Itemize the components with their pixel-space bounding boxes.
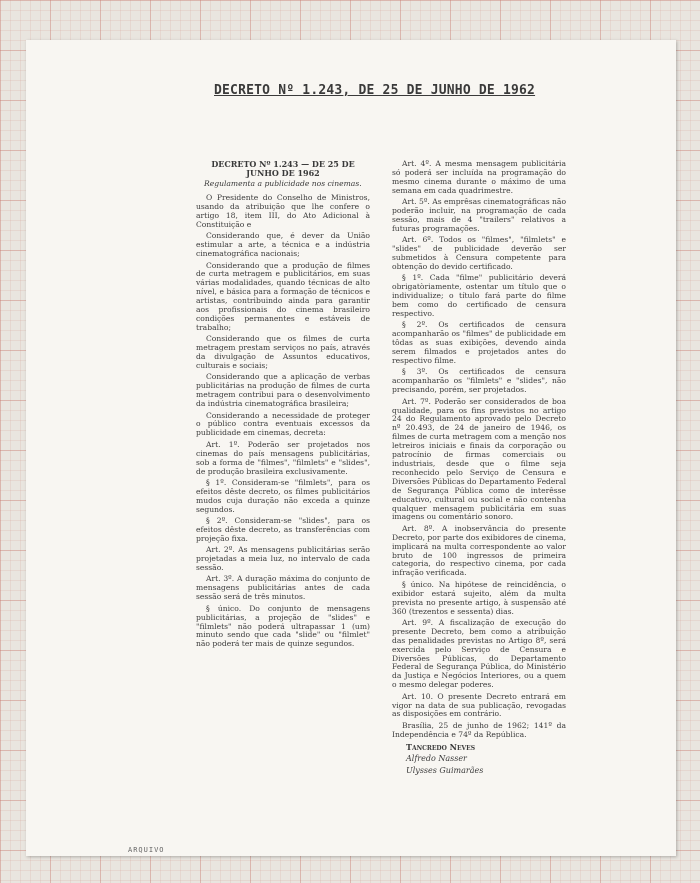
newspaper-clipping [196, 160, 566, 828]
footer-stamp: ARQUIVO [128, 846, 165, 854]
article: Art. 9º. A fiscalização de execução do presente Decreto, bem como a atribuição das penalidades previstas no Artigo 8º, será exercida pelo Serviço de Censura e Diversões Públicas, do Departamento Federal de Segurança Pública, do Ministério da Justiça e Negócios Interiores, ou a quem o mesmo delegar poderes. [392, 617, 566, 690]
article: Art. 1º. Poderão ser projetados nos cinemas do país mensagens publicitárias, sob a forma de "filmes", "filmlets" e "slides", de produção brasileira exclusivamente. [196, 439, 370, 476]
decree-ementa: Regulamenta a publicidade nos cinemas. [204, 179, 362, 189]
article: § 1º. Cada "filme" publicitário deverá obrigatòriamente, ostentar um título que o individualize; o título fará parte do filme bem como do certificado de censura respectivo. [392, 273, 566, 318]
paragraph: Considerando que a aplicação de verbas publicitárias na produção de filmes de curta metragem contribui para o desenvolvimento da indústria cinematográfica brasileira; [196, 372, 370, 409]
decree-title: DECRETO Nº 1.243 — DE 25 DE JUNHO DE 1962 [211, 159, 355, 178]
closing-date: Brasília, 25 de junho de 1962; 141º da Independência e 74º da República. [392, 720, 566, 739]
paragraph: Considerando que, é dever da União estimular a arte, a técnica e a indústria cinematográfica nacionais; [196, 231, 370, 259]
signature-alfredo-nasser: Alfredo Nasser [406, 753, 467, 763]
article: Art. 7º. Poderão ser considerados de boa qualidade, para os fins previstos no artigo 24 do Regulamento aprovado pelo Decreto nº 20.493, de 24 de janeiro de 1946, os filmes de curta metragem com a menção nos letreiros iniciais e finais da corporação ou patrocínio de firmas comerciais ou industriais, desde que o filme seja reconhecido pelo Serviço de Censura e Diversões Públicas do Departamento Federal de Segurança Pública como de interêsse educativo, cultural ou social e não contenha qualquer mensagem publicitária em suas imagens ou comentário sonoro. [392, 396, 566, 522]
article: § 1º. Consideram-se "filmlets", para os efeitos dêste decreto, os filmes publicitários mudos cuja duração não exceda a quinze segundos. [196, 477, 370, 514]
paragraph: O Presidente do Conselho de Ministros, usando da atribuição que lhe confere o artigo 18, item III, do Ato Adicional à Constituição e [196, 193, 370, 229]
clipping-right-column [392, 160, 566, 778]
article: § 3º. Os certificados de censura acompanharão os "filmlets" e "slides", não precisando, porém, ser projetados. [392, 367, 566, 395]
article: Art. 5º. As emprêsas cinematográficas não poderão incluir, na programação de cada sessão, mais de 4 "trailers" relativos a futuras programações. [392, 197, 567, 233]
document-page [26, 40, 676, 856]
article: § único. Do conjunto de mensagens publicitárias, a projeção de "slides" e "filmlets" não poderá ultrapassar 1 (um) minuto sendo que cada "slide" ou "filmlet" não poderá ter mais de quinze segundos. [196, 603, 370, 649]
paragraph: Considerando que a produção de filmes de curta metragem e publicitários, em suas várias modalidades, quando técnicas de alto nível, e básica para a formação de técnicos e artistas, contribuindo ainda para garantir aos profissionais do cinema brasileiro condições permanentes e estáveis de trabalho; [196, 260, 370, 332]
article: Art. 4º. A mesma mensagem publicitária só poderá ser incluída na programação do mesmo cinema durante o máximo de uma semana em cada quadrimestre. [392, 159, 566, 195]
signature-ulysses-guimaraes: Ulysses Guimarães [406, 765, 484, 775]
article: Art. 3º. A duração máxima do conjunto de mensagens publicitárias antes de cada sessão será de três minutos. [196, 574, 370, 602]
article: Art. 10. O presente Decreto entrará em vigor na data de sua publicação, revogadas as disposições em contrário. [392, 691, 566, 719]
article: Art. 8º. A inobservância do presente Decreto, por parte dos exibidores de cinema, implicará na multa correspondente ao valor bruto de 100 ingressos de primeira categoria, do respectivo cinema, por cada infração verificada. [392, 523, 566, 578]
paragraph: Considerando a necessidade de proteger o público contra eventuais excessos da publicidade em cinemas, decreta: [196, 410, 370, 438]
article: § único. Na hipótese de reincidência, o exibidor estará sujeito, além da multa prevista no presente artigo, à suspensão até 360 (trezentos e sessenta) dias. [392, 579, 566, 616]
signature-tancredo-neves: Tancredo Neves [406, 741, 476, 752]
paragraph: Considerando que os filmes de curta metragem prestam serviços no país, através da divulgação de Assuntos educativos, culturais e sociais; [196, 334, 370, 371]
document-heading: DECRETO Nº 1.243, DE 25 DE JUNHO DE 1962 [214, 83, 536, 98]
article: § 2º. Consideram-se "slides", para os efeitos dêste decreto, as transferências com projeção fixa. [196, 516, 370, 543]
article: Art. 6º. Todos os "filmes", "filmlets" e "slides" de publicidade deverão ser submetidos à Censura competente para obtenção do devido certificado. [392, 235, 566, 271]
article: Art. 2º. As mensagens publicitárias serão projetadas a meia luz, no intervalo de cada sessão. [196, 545, 370, 573]
clipping-left-column [196, 160, 370, 652]
article: § 2º. Os certificados de censura acompanharão os "filmes" de publicidade em tôdas as suas exibições, devendo ainda serem filmados e projetados antes do respectivo filme. [392, 320, 566, 366]
